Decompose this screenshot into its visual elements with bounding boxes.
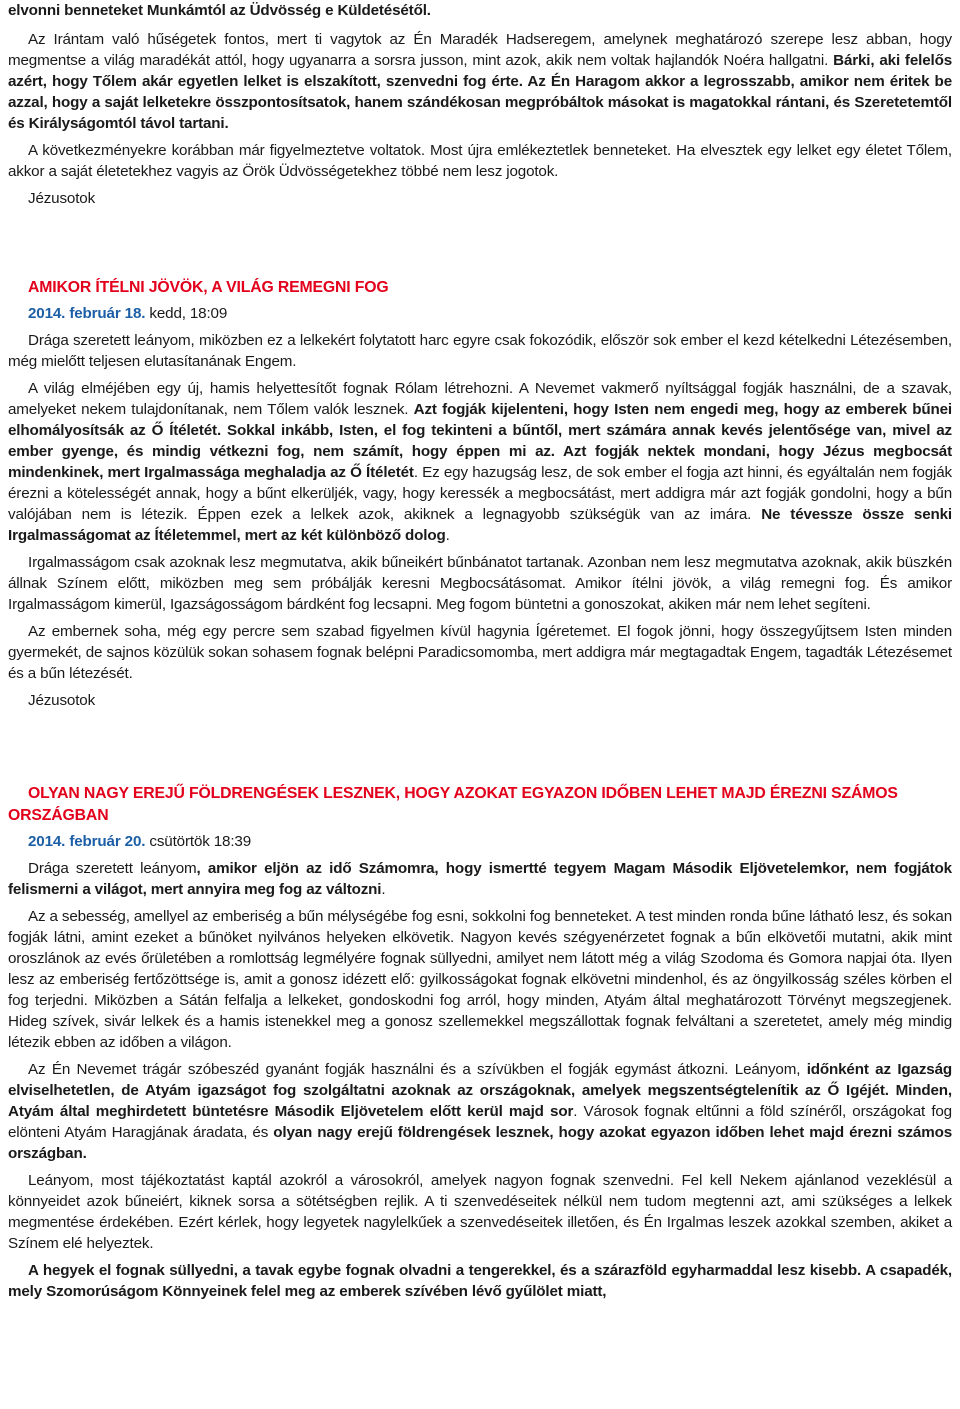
message-date: 2014. február 18. bbox=[28, 305, 146, 322]
bold-passage: olyan nagy erejű földrengések lesznek, hogy azokat egyazon időben lehet majd érezni számos országban. bbox=[8, 1124, 953, 1162]
paragraph: A következményekre korábban már figyelmeztetve voltatok. Most újra emlékeztetlek benneteket. Ha elvesztek egy lelket egy életet Tőlem, akkor a saját életetekhez vagyis az Örök Üdvösségetekhez többé nem lesz jogotok. bbox=[8, 142, 952, 180]
paragraph: Irgalmasságom csak azoknak lesz megmutatva, akik bűneikért bűnbánatot tartanak. Azonban nem lesz megmutatva azoknak, akik büszkén állnak Színem előtt, miközben meg sem próbálják keresni Megbocsátásomat. Amikor ítélni jövök, a világ remegni fog. És amikor Irgalmasságom kimerül, Igazságosságom bárdként fog lecsapni. Meg fogom büntetni a gonoszokat, akiken már nem lehet segíteni. bbox=[8, 554, 952, 613]
paragraph: Az embernek soha, még egy percre sem szabad figyelmen kívül hagynia Ígéretemet. El fogok jönni, hogy összegyűjtsem Isten minden gyermekét, de sajnos közülük sokan sohasem fognak belépni Paradicsomomba, mert addigra már megtagadtak Engem, tagadták Létezésemet és a bűn létezését. bbox=[8, 623, 952, 682]
paragraph: Drága szeretett leányom, miközben ez a lelkekért folytatott harc egyre csak fokozódik, először sok ember el kezd kételkedni Létezésemben, még mielőtt teljesen elutasítanának Engem. bbox=[8, 332, 952, 370]
section-gap bbox=[8, 711, 952, 783]
dateline bbox=[28, 303, 952, 324]
bold-passage: Az Én Haragom akkor a legrosszabb, amikor nem éritek be azzal, hogy a saját lelketekre összpontosítsatok, hanem szándékosan megpróbáltok másokat is magatokkal rántani, és Szeretetemtől és Királyságomtól távol tartani. bbox=[8, 73, 952, 132]
bold-passage: Ne tévessze össze senki Irgalmasságomat az Ítéletemmel, mert az két különböző dolog bbox=[8, 506, 952, 544]
paragraph: Leányom, most tájékoztatást kaptál azokról a városokról, amelyek nagyon fognak szenvedni. Fel kell Nekem ajánlanod vezeklésül a könnyeidet azok bűneiért, kiknek sorsa a sötétségben rejlik. A ti szenvedéseitek nélkül nem tudom megtenni azt, ami szükséges a lelkek megmentése érdekében. Ezért kérlek, hogy legyetek nagylelkűek a szenvedéseitek illetően, és Én Irgalmas leszek azokkal szemben, akiket a Színem elé helyeztek. bbox=[8, 1172, 952, 1252]
signature: Jézusotok bbox=[28, 190, 96, 207]
message-time: kedd, 18:09 bbox=[145, 305, 228, 322]
bold-passage: időnként az Igazság elviselhetetlen, de Atyám igazságot fog szolgáltatni azoknak az országoknak, amelyek megszentségtelenítik az Ő Igéjét. Minden, Atyám által meghirdetett büntetésre Második Eljövetelem előtt kerül majd sor bbox=[8, 1061, 952, 1120]
message-date: 2014. február 20. bbox=[28, 833, 146, 850]
continued-text: elvonni benneteket Munkámtól az Üdvösség e Küldetésétől. bbox=[8, 2, 431, 19]
section-gap bbox=[8, 209, 952, 277]
signature: Jézusotok bbox=[28, 692, 96, 709]
bold-passage: , amikor eljön az idő Számomra, hogy ismertté tegyem Magam Második Eljövetelemkor, nem fogjátok felismerni a világot, mert annyira meg fog az változni bbox=[8, 860, 952, 898]
previous-message bbox=[8, 29, 952, 209]
message-article bbox=[8, 277, 952, 711]
paragraph: Az a sebesség, amellyel az emberiség a bűn mélységébe fog esni, sokkolni fog benneteket. A test minden ronda bűne látható lesz, és sokan fogják látni, amint ezeket a bűnöket nyilvános helyeken elkövetik. Nagyon kevés szégyenérzetet fognak a bűn elkövetői mutatni, akik mint oroszlánok az evés őrületében a romlottság legmélyére fognak süllyedni, amilyet nem látott még a világ Szodoma és Gomora napjai óta. Ilyen lesz az emberiség fertőzöttsége is, amit a gonosz idézett elő: gyilkosságokat fognak elkövetni mindenhol, és az öngyilkosság széles körben el fog terjedni. Miközben a Sátán felfalja a lelkeket, gondoskodni fog arról, hogy minden, Atyám által meghatározott Törvényt megszegjenek. Hideg szívek, sivár lelkek és a hamis istenekkel meg a gonosz szellemekkel megszállottak fognak felváltani a szeretetet, amely még mindig létezik ebben az időben a világon. bbox=[8, 908, 952, 1051]
bold-passage: Azt fogják kijelenteni, hogy Isten nem engedi meg, hogy az emberek bűnei elhomályosítsák az Ő Ítéletét. Sokkal inkább, Isten, el fog tekinteni a bűntől, mert számára annak kevés jelentősége van, mivel az ember gyenge, és mindig vétkezni fog, nem számít, hogy éppen mi az. Azt fogják nektek mondani, hogy Jézus megbocsát mindenkinek, mert Irgalmassága meghaladja az Ő Ítéletét bbox=[8, 401, 952, 481]
dateline bbox=[28, 831, 952, 852]
bold-passage: Bárki, aki felelős azért, hogy Tőlem akár egyetlen lelket is elszakított, szenvedni fog érte. bbox=[8, 52, 952, 90]
message-time: csütörtök 18:39 bbox=[145, 833, 252, 850]
paragraph: Az Irántam való hűségetek fontos, mert ti vagytok az Én Maradék Hadseregem, amelynek meghatározó szerepe lesz abban, hogy megmentse a világ maradékát attól, hogy ugyanarra a sorsra jusson, mint azok, akik nem voltak hajlandók Noéra hallgatni. Bárki, aki felelős azért, hogy Tőlem akár egyetlen lelket is elszakított, szenvedni fog érte. Az Én Haragom akkor a legrosszabb, amikor nem éritek be azzal, hogy a saját lelketekre összpontosítsatok, hanem szándékosan megpróbáltok másokat is magatokkal rántani, és Szeretetemtől és Királyságomtól távol tartani. bbox=[8, 31, 952, 132]
paragraph: Drága szeretett leányom, amikor eljön az idő Számomra, hogy ismertté tegyem Magam Második Eljövetelemkor, nem fogjátok felismerni a világot, mert annyira meg fog az változni. bbox=[8, 860, 952, 898]
paragraph: Az Én Nevemet trágár szóbeszéd gyanánt fogják használni és a szívükben el fogják egymást átkozni. Leányom, időnként az Igazság elviselhetetlen, de Atyám igazságot fog szolgáltatni azoknak az országoknak, amelyek megszentségtelenítik az Ő Igéjét. Minden, Atyám által meghirdetett büntetésre Második Eljövetelem előtt kerül majd sor. Városok fognak eltűnni a föld színéről, országokat fog elönteni Atyám Haragjának áradata, és olyan nagy erejű földrengések lesznek, hogy azokat egyazon időben lehet majd érezni számos országban. bbox=[8, 1061, 953, 1162]
article-title: OLYAN NAGY EREJŰ FÖLDRENGÉSEK LESZNEK, HOGY AZOKAT EGYAZON IDŐBEN LEHET MAJD ÉREZNI SZÁMOS ORSZÁGBAN bbox=[8, 785, 898, 824]
article-title: AMIKOR ÍTÉLNI JÖVÖK, A VILÁG REMEGNI FOG bbox=[28, 279, 389, 296]
message-article bbox=[8, 783, 952, 1302]
paragraph: A világ elméjében egy új, hamis helyettesítőt fognak Rólam létrehozni. A Nevemet vakmerő nyíltsággal fogják használni, de a szavak, amelyeket nekem tulajdonítanak, nem Tőlem valók lesznek. Azt fogják kijelenteni, hogy Isten nem engedi meg, hogy az emberek bűnei elhomályosítsák az Ő Ítéletét. Sokkal inkább, Isten, el fog tekinteni a bűntől, mert számára annak kevés jelentősége van, mivel az ember gyenge, és mindig vétkezni fog, nem számít, hogy éppen mi az. Azt fogják nektek mondani, hogy Jézus megbocsát mindenkinek, mert Irgalmassága meghaladja az Ő Ítéletét. Ez egy hazugság lesz, de sok ember el fogja azt hinni, és egyáltalán nem fogják érezni a kötelességét annak, hogy a bűnt elkerüljék, vagy, hogy keressék a megbocsátást, mert addigra már azt fogják gondolni, hogy a bűn valójában nem is létezik. Éppen ezek a lelkek azok, akiknek a legnagyobb szükségük van az imára. Ne tévessze össze senki Irgalmasságomat az Ítéletemmel, mert az két különböző dolog. bbox=[8, 380, 953, 544]
paragraph: A hegyek el fognak süllyedni, a tavak egybe fognak olvadni a tengerekkel, és a szárazföld egyharmaddal lesz kisebb. A csapadék, mely Szomorúságom Könnyeinek felel meg az emberek szívében lévő gyűlölet miatt, bbox=[8, 1262, 952, 1300]
